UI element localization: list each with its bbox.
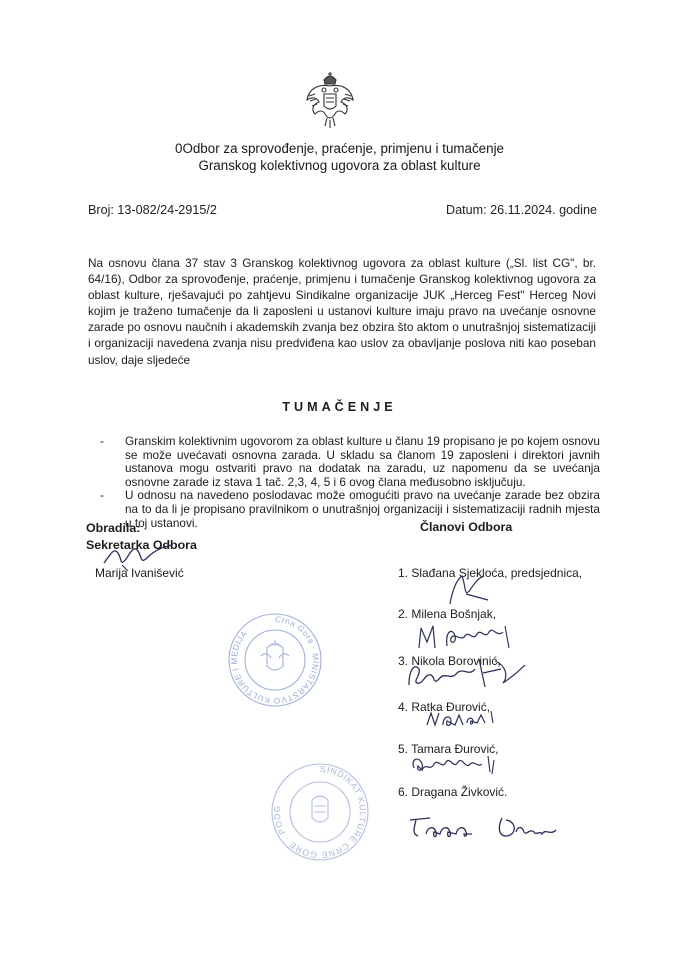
member-6-signature (406, 812, 581, 842)
list-item-text: U odnosu na navedeno poslodavac može omogućiti pravo na uvećanje zarade bez obzira na to da li je propisano pravilnikom o unutrašnjoj organizaciji i sistematizaciji radnih mjesta u toj ustanovi. (125, 488, 600, 530)
dash-bullet-icon: - (100, 488, 104, 503)
union-stamp (268, 760, 372, 864)
member-1-signature (440, 570, 500, 610)
member-5-signature (408, 750, 503, 778)
secretary-name: Marija Ivanišević (95, 566, 184, 580)
member-3-signature (405, 655, 530, 691)
ministry-stamp (225, 610, 325, 710)
ministry-stamp-text: Crna Gora · MINISTARSTVO KULTURE I MEDIJA (229, 614, 321, 706)
list-item (95, 435, 600, 489)
committee-name-line1: 0Odbor za sprovođenje, praćenje, primjenu i tumačenje (175, 141, 504, 156)
secretary-label: Sekretarka Odbora (86, 537, 197, 552)
document-date: Datum: 26.11.2024. godine (445, 203, 597, 217)
member-3: 3. Nikola Borovinić, (398, 654, 501, 668)
secretary-signature (100, 535, 180, 575)
member-5: 5. Tamara Đurović, (398, 742, 499, 756)
list-item-text: Granskim kolektivnim ugovorom za oblast kulture u članu 19 propisano je po kojem osnovu se može uvećavati osnovna zarada. U skladu sa članom 19 zaposleni i direktori javnih ustanova mogu ostvariti pravo na dodatak na zaradu, uz napomenu da se uvećanja osnovne zarade iz stava 1 tač. 2,3, 4, 5 i 6 ovog člana međusobno isključuju. (125, 434, 600, 489)
union-stamp-text: SINDIKAT KULTURE CRNE GORE · PODG (271, 763, 369, 861)
member-2: 2. Milena Bošnjak, (398, 607, 497, 621)
coat-of-arms-icon (305, 70, 355, 132)
intro-paragraph (88, 255, 596, 368)
members-title: Članovi Odbora (420, 520, 513, 534)
reference-number: Broj: 13-082/24-2915/2 (88, 203, 217, 217)
member-4: 4. Ratka Đurović, (398, 700, 491, 714)
committee-name-line2: Granskog kolektivnog ugovora za oblast kulture (198, 158, 481, 173)
interpretation-list (95, 435, 600, 530)
member-4-signature (425, 707, 505, 731)
intro-text: Na osnovu člana 37 stav 3 Granskog kolektivnog ugovora za oblast kulture („Sl. list CG", br. 64/16), Odbor za sprovođenje, praćenje, primjenu i tumačenje Granskog kolektivnog ugovora za oblast kulture, rješavajući po zahtjevu Sindikalne organizacije JUK „Herceg Fest" Herceg Novi kojim je traženo tumačenje da li zaposleni u ustanovi kulture imaju pravo na uvećanje osnovne zarade po osnovu naučnih i akademskih zvanja bez obzira što aktom o unutrašnjoj sistematizaciji i organizaciji navedena zvanja nisu predviđena kao uslov za obavljanje poslova niti kao poseban uslov, daje sljedeće (88, 256, 596, 367)
prepared-by-label: Obradila: (86, 521, 141, 535)
member-2-signature (415, 618, 525, 654)
member-6: 6. Dragana Živković. (398, 785, 508, 799)
svg-text:Crna Gora · MINISTARSTVO KULTU (230, 615, 320, 705)
dash-bullet-icon: - (100, 434, 104, 448)
document-title: TUMAČENJE (282, 400, 397, 414)
member-1: 1. Slađana Sjekloća, predsjednica, (398, 566, 583, 580)
